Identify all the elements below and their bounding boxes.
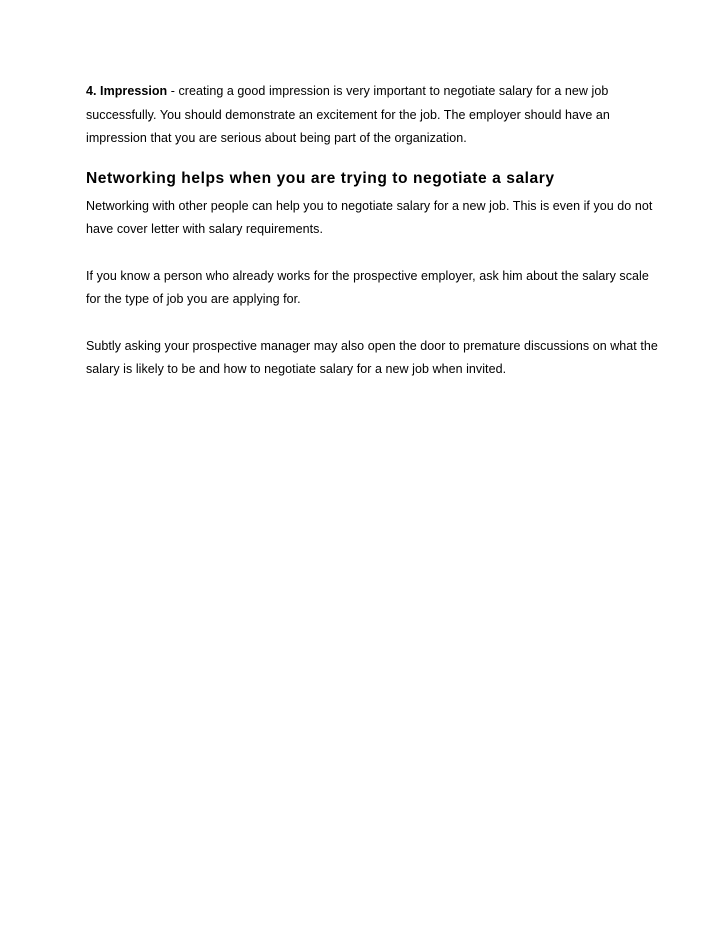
manager-paragraph: Subtly asking your prospective manager may also open the door to premature discussions on what the salary is likely to be and how to negotiate salary for a new job when invited. (86, 338, 658, 376)
impression-paragraph (86, 80, 666, 151)
networking-paragraph: Networking with other people can help you to negotiate salary for a new job. This is even if you do not have cover letter with salary requirements. (86, 198, 653, 236)
employer-paragraph: If you know a person who already works for the prospective employer, ask him about the salary scale for the type of job you are applying for. (86, 268, 649, 306)
networking-heading: Networking helps when you are trying to negotiate a salary (86, 169, 555, 187)
impression-text: - creating a good impression is very important to negotiate salary for a new job successfully. You should demonstrate an excitement for the job. The employer should have an impression that you are serious about being part of the organization. (86, 84, 610, 145)
impression-lead: 4. Impression (86, 84, 168, 98)
document-page (86, 80, 666, 382)
